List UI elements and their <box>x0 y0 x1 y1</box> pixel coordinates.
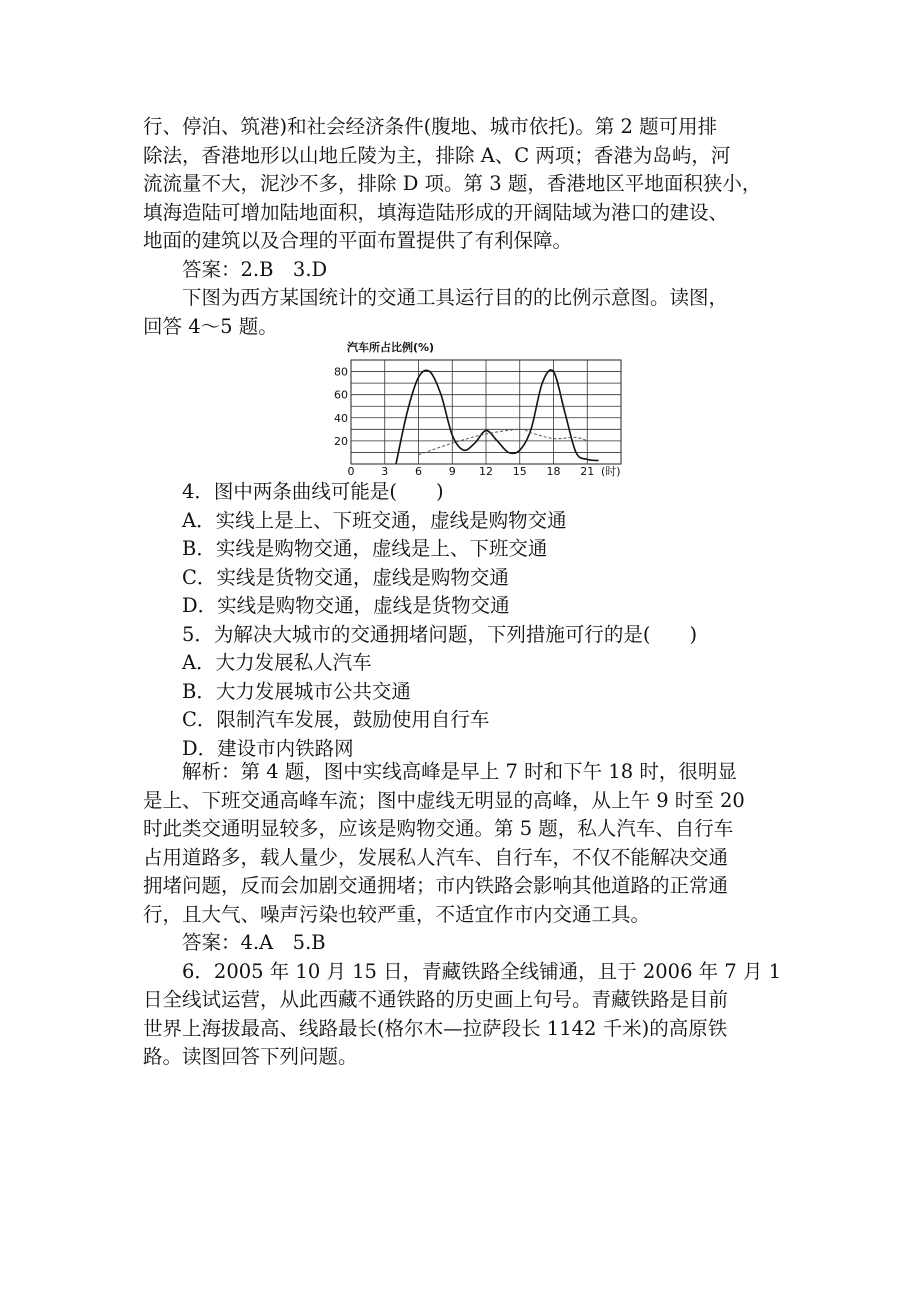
lines-line: 下图为西方某国统计的交通工具运行目的的比例示意图。读图， <box>182 286 729 309</box>
chart-title: 汽车所占比例(%) <box>347 341 435 354</box>
questions-line: D．实线是购物交通，虚线是货物交通 <box>182 594 510 617</box>
car-ratio-chart <box>333 338 633 478</box>
lines-line: 流流量不大，泥沙不多，排除 D 项。第 3 题，香港地区平地面积狭小， <box>143 172 762 195</box>
questions-line: B．实线是购物交通，虚线是上、下班交通 <box>182 537 548 560</box>
x-tick-label: 18 <box>546 465 561 478</box>
x-tick-label: 6 <box>415 465 422 478</box>
analysis-line: 世界上海拔最高、线路最长(格尔木—拉萨段长 1142 千米)的高原铁 <box>143 1016 728 1040</box>
questions-line: A．大力发展私人汽车 <box>182 651 372 674</box>
y-tick-label: 80 <box>334 365 348 379</box>
x-axis-label: (时) <box>601 465 621 478</box>
analysis-line: 答案：4.A 5.B <box>182 931 326 954</box>
lines-line: 除法，香港地形以山地丘陵为主，排除 A、C 两项；香港为岛屿，河 <box>143 143 731 167</box>
analysis-line: 行，且大气、噪声污染也较严重，不适宜作市内交通工具。 <box>143 902 651 926</box>
y-tick-label: 40 <box>334 411 348 425</box>
x-tick-label: 9 <box>448 465 456 478</box>
analysis-line: 时此类交通明显较多，应该是购物交通。第 5 题，私人汽车、自行车 <box>143 817 734 840</box>
analysis-line: 路。读图回答下列问题。 <box>143 1045 358 1068</box>
chart-series <box>396 370 599 464</box>
analysis-line: 是上、下班交通高峰车流；图中虚线无明显的高峰，从上午 9 时至 20 <box>143 788 745 812</box>
x-tick-label: 0 <box>347 465 355 478</box>
lines-line: 回答 4～5 题。 <box>143 314 278 338</box>
chart-grid <box>351 360 621 464</box>
y-tick-label: 20 <box>334 434 348 448</box>
solid-line-series <box>396 370 599 464</box>
x-tick-label: 15 <box>512 465 527 478</box>
questions-line: C．限制汽车发展，鼓励使用自行车 <box>182 708 490 731</box>
analysis-line: 日全线试运营，从此西藏不通铁路的历史画上句号。青藏铁路是目前 <box>143 988 729 1011</box>
x-tick-labels <box>348 465 595 478</box>
lines-line: 填海造陆可增加陆地面积，填海造陆形成的开阔陆域为港口的建设、 <box>143 200 729 224</box>
lines-line: 地面的建筑以及合理的平面布置提供了有利保障。 <box>143 229 573 252</box>
x-tick-label: 3 <box>381 465 389 478</box>
dashed-line-series <box>419 429 588 454</box>
questions-line: D．建设市内铁路网 <box>182 736 354 760</box>
questions-line: A．实线上是上、下班交通，虚线是购物交通 <box>182 508 567 532</box>
analysis-line: 6．2005 年 10 月 15 日，青藏铁路全线铺通，且于 2006 年 7 月 1 <box>182 959 782 983</box>
questions-line: C．实线是货物交通，虚线是购物交通 <box>182 565 509 589</box>
y-tick-labels <box>334 366 348 448</box>
x-tick-label: 21 <box>580 465 595 478</box>
questions-line: 4．图中两条曲线可能是( ) <box>182 480 444 503</box>
analysis-line: 拥堵问题，反而会加剧交通拥堵；市内铁路会影响其他道路的正常通 <box>143 874 729 897</box>
questions-line: B．大力发展城市公共交通 <box>182 679 411 703</box>
analysis-line: 解析：第 4 题，图中实线高峰是早上 7 时和下午 18 时，很明显 <box>182 760 737 783</box>
x-tick-label: 12 <box>479 465 493 478</box>
questions-line: 5．为解决大城市的交通拥堵问题，下列措施可行的是( ) <box>182 622 698 646</box>
lines-line: 行、停泊、筑港)和社会经济条件(腹地、城市依托)。第 2 题可用排 <box>143 115 718 138</box>
lines-line: 答案：2.B 3.D <box>182 257 328 281</box>
y-tick-label: 60 <box>334 388 348 402</box>
analysis-line: 占用道路多，载人量少，发展私人汽车、自行车，不仅不能解决交通 <box>143 845 729 869</box>
